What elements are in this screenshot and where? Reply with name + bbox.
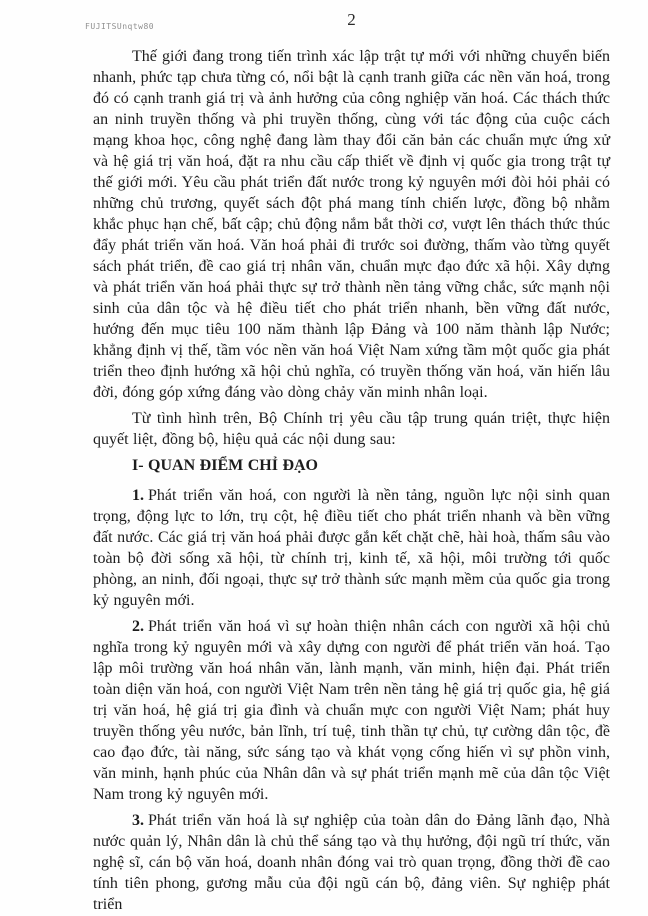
page-number: 2 bbox=[347, 10, 356, 29]
numbered-item-2 bbox=[93, 616, 610, 805]
item-1-number: 1. bbox=[132, 487, 144, 504]
numbered-item-1 bbox=[93, 485, 610, 611]
item-2-text: Phát triển văn hoá vì sự hoàn thiện nhân cách con người xã hội chủ nghĩa trong kỷ nguyên mới và xây dựng con người để phát triển văn hoá. Tạo lập môi trường văn hoá nhân văn, lành mạnh, văn minh, hiện đại. Phát triển toàn diện văn hoá, con người Việt Nam trên nền tảng hệ giá trị quốc gia, hệ giá trị văn hoá, hệ giá trị gia đình và chuẩn mực con người Việt Nam; phát huy truyền thống yêu nước, bản lĩnh, trí tuệ, tinh thần tự chủ, tự cường dân tộc, đề cao đạo đức, tài năng, sức sáng tạo và khát vọng cống hiến vì sự phồn vinh, văn minh, hạnh phúc của Nhân dân và sự phát triển mạnh mẽ của dân tộc Việt Nam trong kỷ nguyên mới. bbox=[93, 618, 610, 803]
section-heading: I- QUAN ĐIỂM CHỈ ĐẠO bbox=[132, 457, 318, 474]
scanner-watermark: FUJITSUnqtw80 bbox=[85, 22, 155, 31]
document-body bbox=[93, 46, 610, 915]
item-1-text: Phát triển văn hoá, con người là nền tảng, nguồn lực nội sinh quan trọng, động lực to lớn, trụ cột, hệ điều tiết cho phát triển nhanh và bền vững đất nước. Các giá trị văn hoá phải được gắn kết chặt chẽ, hài hoà, thấm sâu vào toàn bộ đời sống xã hội, từ chính trị, kinh tế, xã hội, môi trường tới quốc phòng, an ninh, đối ngoại, thực sự trở thành sức mạnh mềm của quốc gia trong kỷ nguyên mới. bbox=[93, 487, 610, 609]
item-3-number: 3. bbox=[132, 812, 144, 829]
directive-paragraph: Từ tình hình trên, Bộ Chính trị yêu cầu tập trung quán triệt, thực hiện quyết liệt, đồng bộ, hiệu quả các nội dung sau: bbox=[93, 410, 610, 448]
item-3-text: Phát triển văn hoá là sự nghiệp của toàn dân do Đảng lãnh đạo, Nhà nước quản lý, Nhân dân là chủ thể sáng tạo và thụ hưởng, đội ngũ trí thức, văn nghệ sĩ, cán bộ văn hoá, doanh nhân đóng vai trò quan trọng, đồng thời đề cao tính tiên phong, gương mẫu của đội ngũ cán bộ, đảng viên. Sự nghiệp phát triển bbox=[93, 812, 610, 913]
opening-paragraph: Thế giới đang trong tiến trình xác lập trật tự mới với những chuyển biến nhanh, phức tạp chưa từng có, nổi bật là cạnh tranh giữa các nền văn hoá, trong đó có cạnh tranh giá trị và ảnh hưởng của công nghiệp văn hoá. Các thách thức an ninh truyền thống và phi truyền thống, cùng với tác động của cuộc cách mạng khoa học, công nghệ đang làm thay đổi căn bản các chuẩn mực ứng xử và hệ giá trị văn hoá, đặt ra nhu cầu cấp thiết về định vị quốc gia trong trật tự thế giới mới. Yêu cầu phát triển đất nước trong kỷ nguyên mới đòi hỏi phải có những chủ trương, quyết sách đột phá mang tính chiến lược, đồng bộ nhằm khắc phục hạn chế, bất cập; chủ động nắm bắt thời cơ, vượt lên thách thức thúc đẩy phát triển văn hoá. Văn hoá phải đi trước soi đường, thấm vào từng quyết sách phát triển, đề cao giá trị nhân văn, chuẩn mực đạo đức xã hội. Xây dựng và phát triển văn hoá phải thực sự trở thành nền tảng vững chắc, sức mạnh nội sinh của dân tộc và hệ điều tiết cho phát triển nhanh, bền vững đất nước, hướng đến mục tiêu 100 năm thành lập Đảng và 100 năm thành lập Nước; khẳng định vị thế, tầm vóc nền văn hoá Việt Nam xứng tầm một quốc gia phát triển theo định hướng xã hội chủ nghĩa, có truyền thống văn hoá, văn hiến lâu đời, đóng góp xứng đáng vào dòng chảy văn minh nhân loại. bbox=[93, 48, 610, 401]
numbered-item-3 bbox=[93, 810, 610, 915]
item-2-number: 2. bbox=[132, 618, 144, 635]
